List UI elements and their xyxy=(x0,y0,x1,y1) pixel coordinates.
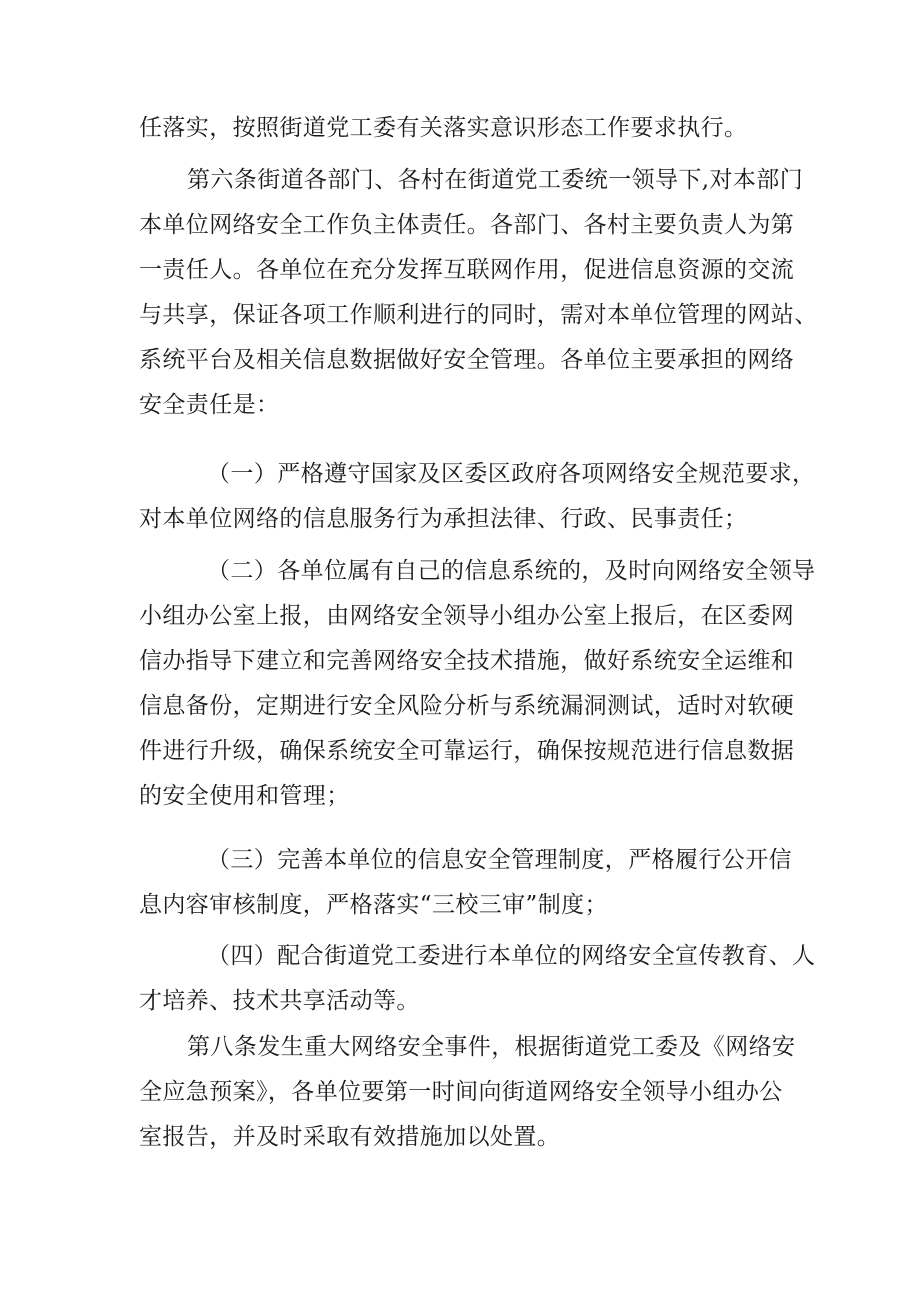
text-line: 小组办公室上报，由网络安全领导小组办公室上报后，在区委网 xyxy=(139,603,795,629)
paragraph-item-four xyxy=(139,934,816,1024)
paragraph-article-eight xyxy=(139,1025,796,1160)
paragraph-item-two xyxy=(139,549,816,819)
paragraph-item-three xyxy=(139,838,791,928)
paragraph-continuation xyxy=(139,106,791,151)
text-line: 件进行升级，确保系统安全可靠运行，确保按规范进行信息数据 xyxy=(139,738,795,764)
text-line: （三）完善本单位的信息安全管理制度，严格履行公开信 xyxy=(207,847,792,873)
text-line: 信息备份，定期进行安全风险分析与系统漏洞测试，适时对软硬 xyxy=(139,693,795,719)
text-line: 安全责任是： xyxy=(139,392,280,418)
text-line: 本单位网络安全工作负主体责任。各部门、各村主要负责人为第 xyxy=(139,212,795,238)
text-line: 一责任人。各单位在充分发挥互联网作用，促进信息资源的交流 xyxy=(139,257,795,283)
text-line: （一）严格遵守国家及区委区政府各项网络安全规范要求， xyxy=(207,461,816,487)
text-line: 的安全使用和管理； xyxy=(139,783,350,809)
text-line: 信办指导下建立和完善网络安全技术措施，做好系统安全运维和 xyxy=(139,648,795,674)
text-line: 第六条街道各部门、各村在街道党工委统一领导下,对本部门 xyxy=(187,167,804,193)
text-line: （二）各单位属有自己的信息系统的，及时向网络安全领导 xyxy=(207,558,816,584)
text-line: 第八条发生重大网络安全事件，根据街道党工委及《网络安 xyxy=(187,1034,796,1060)
text-line: 与共享，保证各项工作顺利进行的同时，需对本单位管理的网站、 xyxy=(139,302,818,328)
text-line: 任落实，按照街道党工委有关落实意识形态工作要求执行。 xyxy=(139,115,748,141)
text-line: 全应急预案》，各单位要第一时间向街道网络安全领导小组办公 xyxy=(139,1079,783,1105)
paragraph-item-one xyxy=(139,452,816,542)
text-line: 对本单位网络的信息服务行为承担法律、行政、民事责任； xyxy=(139,506,748,532)
text-line: 息内容审核制度，严格落实“三校三审”制度； xyxy=(139,892,608,918)
text-line: （四）配合街道党工委进行本单位的网络安全宣传教育、人 xyxy=(207,943,816,969)
text-line: 系统平台及相关信息数据做好安全管理。各单位主要承担的网络 xyxy=(139,347,795,373)
paragraph-article-six xyxy=(139,158,818,428)
text-line: 室报告，并及时采取有效措施加以处置。 xyxy=(139,1124,561,1150)
text-line: 才培养、技术共享活动等。 xyxy=(139,988,420,1014)
